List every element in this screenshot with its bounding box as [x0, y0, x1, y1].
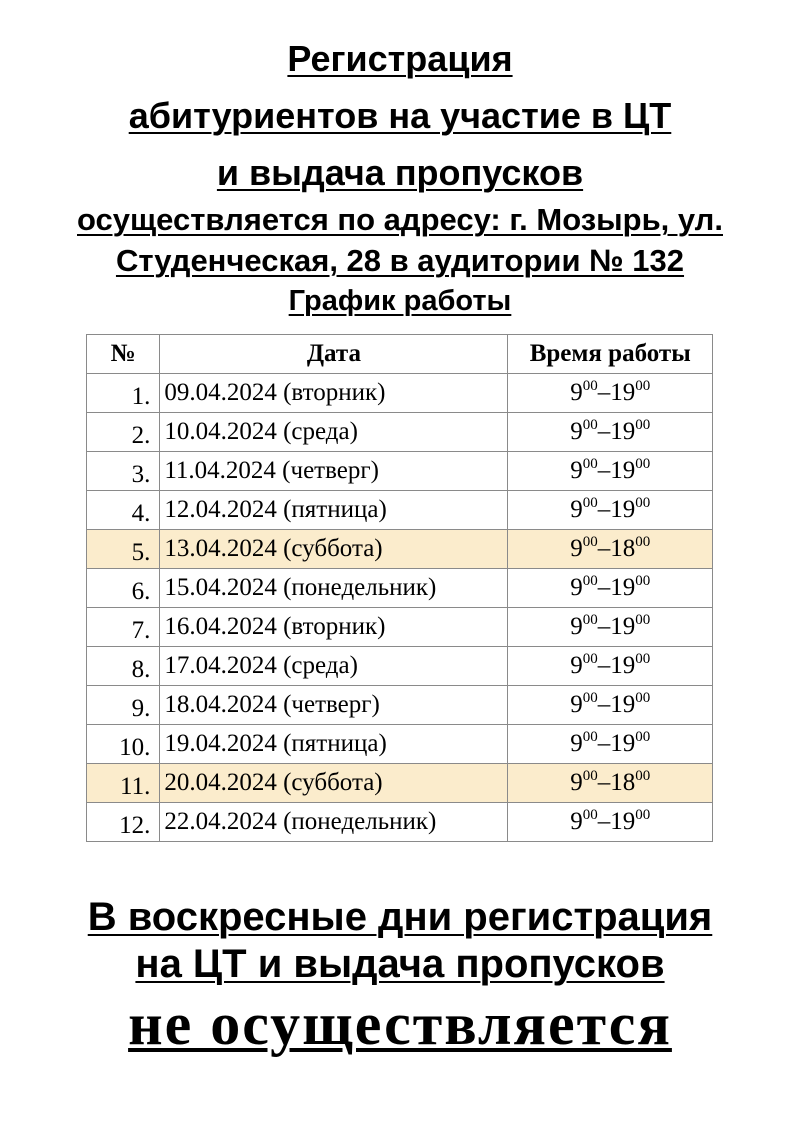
time-separator: –: [597, 652, 611, 679]
time-start-minutes: 00: [582, 807, 598, 823]
table-row: [87, 764, 713, 803]
time-start-minutes: 00: [582, 456, 598, 472]
time-separator: –: [597, 691, 611, 718]
time-end-hour: 19: [610, 496, 636, 523]
time-end-hour: 19: [610, 379, 636, 406]
time-end-minutes: 00: [635, 768, 651, 784]
time-start-minutes: 00: [582, 690, 598, 706]
row-number: 1.: [87, 374, 160, 413]
time-separator: –: [597, 379, 611, 406]
time-start-minutes: 00: [582, 495, 598, 511]
time-start-minutes: 00: [582, 417, 598, 433]
row-date: 17.04.2024 (среда): [160, 647, 508, 686]
time-start-hour: 9: [570, 613, 583, 640]
row-number: 8.: [87, 647, 160, 686]
table-row: [87, 491, 713, 530]
row-date: 11.04.2024 (четверг): [160, 452, 508, 491]
row-date: 22.04.2024 (понедельник): [160, 803, 508, 842]
row-date: 13.04.2024 (суббота): [160, 530, 508, 569]
table-row: [87, 725, 713, 764]
time-start-minutes: 00: [582, 573, 598, 589]
row-date: 16.04.2024 (вторник): [160, 608, 508, 647]
address-line-2: Студенческая, 28 в аудитории № 132: [115, 243, 685, 278]
table-header-row: [87, 335, 713, 374]
time-end-minutes: 00: [635, 417, 651, 433]
row-time: [508, 530, 713, 569]
time-end-minutes: 00: [635, 495, 651, 511]
row-time: [508, 686, 713, 725]
time-start-minutes: 00: [582, 612, 598, 628]
time-start-hour: 9: [570, 652, 583, 679]
time-start-hour: 9: [570, 730, 583, 757]
table-row: [87, 608, 713, 647]
row-number: 12.: [87, 803, 160, 842]
time-start-minutes: 00: [582, 651, 598, 667]
time-start-minutes: 00: [582, 768, 598, 784]
time-start-hour: 9: [570, 457, 583, 484]
time-end-hour: 19: [610, 418, 636, 445]
row-number: 3.: [87, 452, 160, 491]
row-number: 11.: [87, 764, 160, 803]
time-end-hour: 19: [610, 574, 636, 601]
title-line-3: и выдача пропусков: [216, 152, 584, 193]
row-time: [508, 413, 713, 452]
table-row: [87, 413, 713, 452]
table-row: [87, 686, 713, 725]
row-number: 9.: [87, 686, 160, 725]
time-end-minutes: 00: [635, 534, 651, 550]
time-start-hour: 9: [570, 769, 583, 796]
row-time: [508, 608, 713, 647]
row-date: 10.04.2024 (среда): [160, 413, 508, 452]
table-row: [87, 803, 713, 842]
time-separator: –: [597, 769, 611, 796]
notice-line-2: на ЦТ и выдача пропусков: [135, 942, 665, 986]
row-number: 7.: [87, 608, 160, 647]
time-separator: –: [597, 535, 611, 562]
table-row: [87, 530, 713, 569]
time-start-minutes: 00: [582, 534, 598, 550]
row-number: 4.: [87, 491, 160, 530]
time-separator: –: [597, 457, 611, 484]
column-header-date: Дата: [160, 335, 508, 374]
time-end-hour: 19: [610, 691, 636, 718]
time-separator: –: [597, 574, 611, 601]
time-start-hour: 9: [570, 691, 583, 718]
time-start-hour: 9: [570, 418, 583, 445]
row-date: 19.04.2024 (пятница): [160, 725, 508, 764]
title-line-2: абитуриентов на участие в ЦТ: [128, 95, 672, 136]
row-time: [508, 764, 713, 803]
time-end-hour: 18: [610, 769, 636, 796]
time-start-minutes: 00: [582, 378, 598, 394]
time-start-hour: 9: [570, 535, 583, 562]
time-end-minutes: 00: [635, 651, 651, 667]
time-end-hour: 19: [610, 613, 636, 640]
time-start-hour: 9: [570, 808, 583, 835]
row-time: [508, 725, 713, 764]
time-end-hour: 19: [610, 652, 636, 679]
time-end-minutes: 00: [635, 378, 651, 394]
time-separator: –: [597, 496, 611, 523]
table-row: [87, 569, 713, 608]
row-time: [508, 803, 713, 842]
column-header-time: Время работы: [508, 335, 713, 374]
time-start-hour: 9: [570, 496, 583, 523]
schedule-rows: [87, 374, 713, 842]
address-line-1: осуществляется по адресу: г. Мозырь, ул.: [77, 202, 723, 237]
table-row: [87, 374, 713, 413]
row-date: 18.04.2024 (четверг): [160, 686, 508, 725]
time-end-minutes: 00: [635, 573, 651, 589]
row-date: 12.04.2024 (пятница): [160, 491, 508, 530]
schedule-table: [86, 334, 713, 842]
time-separator: –: [597, 730, 611, 757]
row-time: [508, 491, 713, 530]
time-end-minutes: 00: [635, 807, 651, 823]
row-number: 2.: [87, 413, 160, 452]
time-end-minutes: 00: [635, 690, 651, 706]
time-end-hour: 19: [610, 730, 636, 757]
time-start-hour: 9: [570, 379, 583, 406]
schedule-heading: График работы: [288, 285, 512, 317]
row-time: [508, 374, 713, 413]
time-end-hour: 19: [610, 457, 636, 484]
table-row: [87, 452, 713, 491]
row-number: 10.: [87, 725, 160, 764]
time-separator: –: [597, 808, 611, 835]
time-start-hour: 9: [570, 574, 583, 601]
time-end-minutes: 00: [635, 612, 651, 628]
row-date: 20.04.2024 (суббота): [160, 764, 508, 803]
time-end-minutes: 00: [635, 456, 651, 472]
time-end-hour: 19: [610, 808, 636, 835]
column-header-number: №: [87, 335, 160, 374]
time-end-hour: 18: [610, 535, 636, 562]
row-date: 15.04.2024 (понедельник): [160, 569, 508, 608]
row-time: [508, 647, 713, 686]
row-time: [508, 452, 713, 491]
time-start-minutes: 00: [582, 729, 598, 745]
row-time: [508, 569, 713, 608]
notice-line-3: не осуществляется: [128, 991, 672, 1057]
time-separator: –: [597, 613, 611, 640]
time-separator: –: [597, 418, 611, 445]
row-date: 09.04.2024 (вторник): [160, 374, 508, 413]
table-row: [87, 647, 713, 686]
time-end-minutes: 00: [635, 729, 651, 745]
row-number: 6.: [87, 569, 160, 608]
notice-line-1: В воскресные дни регистрация: [87, 895, 713, 939]
title-line-1: Регистрация: [287, 38, 513, 79]
row-number: 5.: [87, 530, 160, 569]
